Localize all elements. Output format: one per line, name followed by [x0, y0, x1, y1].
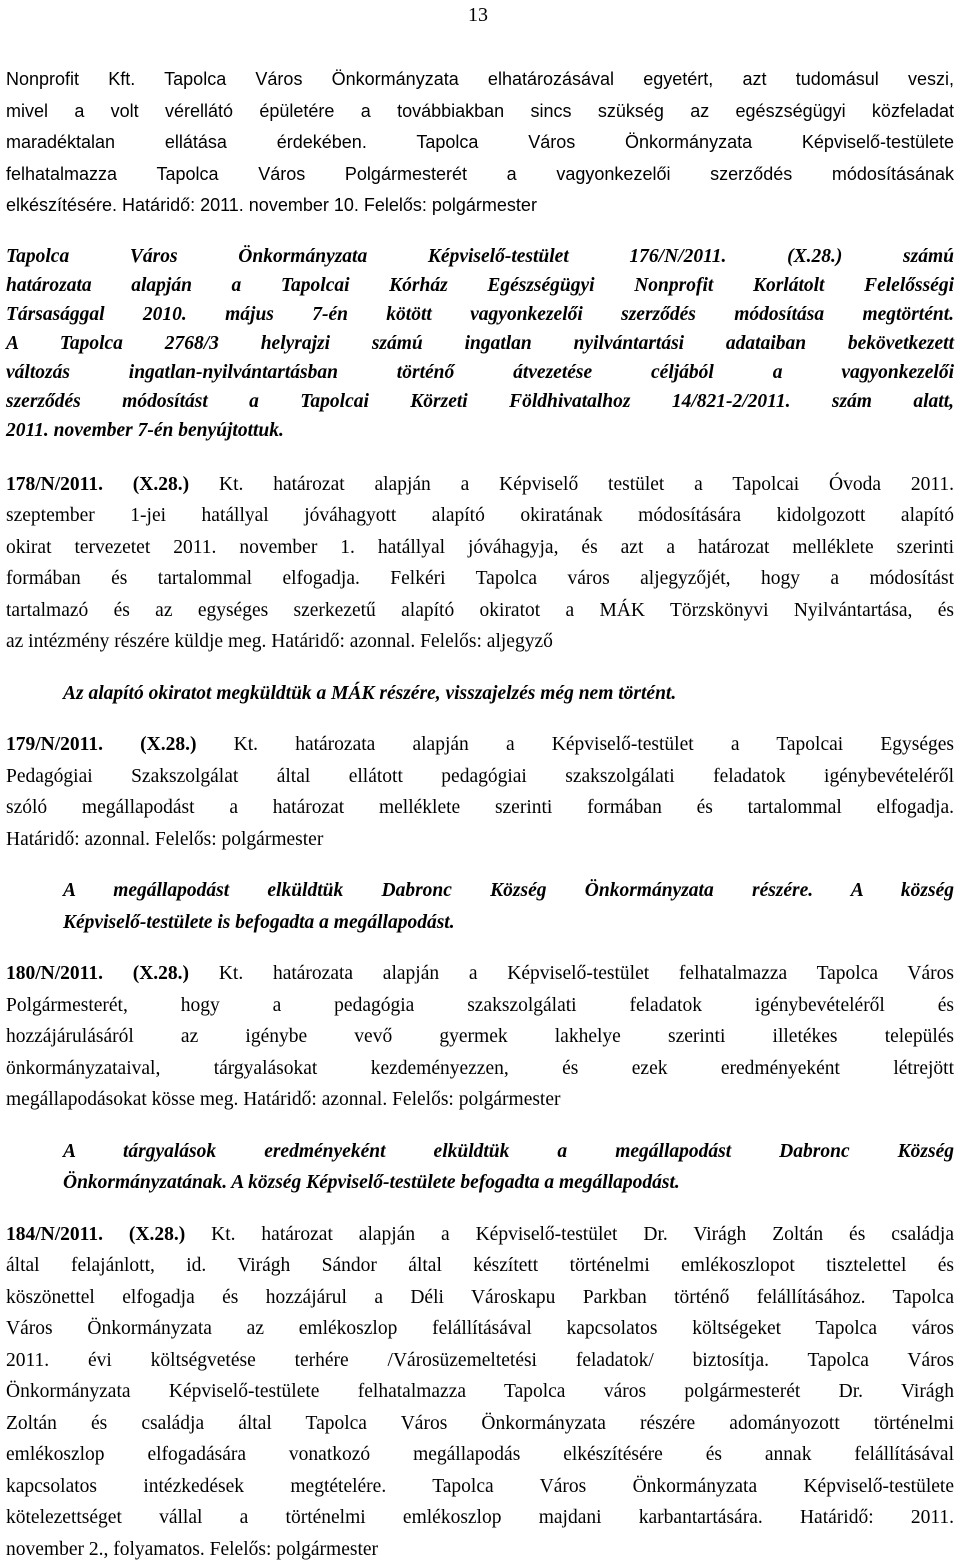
- text-line: köszönettel elfogadja és hozzájárul a Déli Városkapu Parkban történő felállításához. Tapolca: [6, 1282, 954, 1314]
- resolution-number: 178/N/2011. (X.28.): [6, 474, 189, 495]
- text-line: hozzájárulásáról az igénybe vevő gyermek lakhelye szerinti illetékes település: [6, 1021, 954, 1053]
- report-line: szerződés módosítást a Tapolcai Körzeti Földhivatalhoz 14/821-2/2011. szám alatt,: [6, 387, 954, 416]
- document-body: [6, 64, 954, 1565]
- resolution-number: 180/N/2011. (X.28.): [6, 963, 189, 984]
- text-line: szeptember 1-jei hatállyal jóváhagyott alapító okiratának módosítására kidolgozott alapító: [6, 500, 954, 532]
- text-line: [6, 1219, 954, 1251]
- text-line: Polgármesterét, hogy a pedagógia szakszolgálati feladatok igénybevételéről és: [6, 990, 954, 1022]
- text-line: tartalmazó és az egységes szerkezetű alapító okiratot a MÁK Törzskönyvi Nyilvántartása, és: [6, 595, 954, 627]
- text-line: [6, 469, 954, 501]
- resolution-number: 179/N/2011. (X.28.): [6, 734, 196, 755]
- text-line: emlékoszlop elfogadására vonatkozó megállapodás elkészítésére és annak felállításával: [6, 1439, 954, 1471]
- text-line: kapcsolatos intézkedések megtételére. Tapolca Város Önkormányzata Képviselő-testülete: [6, 1471, 954, 1503]
- text-line: 2011. évi költségvetése terhére /Városüzemeltetési feladatok/ biztosítja. Tapolca Város: [6, 1345, 954, 1377]
- resolution-180: [6, 958, 954, 1116]
- text-line: megállapodásokat kösse meg. Határidő: azonnal. Felelős: polgármester: [6, 1084, 954, 1116]
- report-179: [6, 875, 954, 938]
- report-180: [6, 1136, 954, 1199]
- text-line: által felajánlott, id. Virágh Sándor által készített történelmi emlékoszlopot tisztelettel és: [6, 1250, 954, 1282]
- report-line: A Tapolca 2768/3 helyrajzi számú ingatlan nyilvántartási adataiban bekövetkezett: [6, 329, 954, 358]
- text-line: kötelezettséget vállal a történelmi emlékoszlop majdani karbantartására. Határidő: 2011.: [6, 1502, 954, 1534]
- page-number: 13: [468, 4, 488, 27]
- report-line: 2011. november 7-én benyújtottuk.: [6, 416, 954, 445]
- text-line: mivel a volt vérellátó épületére a továbbiakban sincs szükség az egészségügyi közfeladat: [6, 96, 954, 128]
- text-line: Nonprofit Kft. Tapolca Város Önkormányzata elhatározásával egyetért, azt tudomásul veszi,: [6, 64, 954, 96]
- report-line: Képviselő-testülete is befogadta a megállapodást.: [63, 907, 954, 939]
- resolution-179: [6, 729, 954, 855]
- text-line: [6, 958, 954, 990]
- text-span: Kt. határozata alapján a Képviselő-testület felhatalmazza Tapolca Város: [219, 963, 954, 984]
- report-line: Tapolca Város Önkormányzata Képviselő-testület 176/N/2011. (X.28.) számú: [6, 242, 954, 271]
- text-line: maradéktalan ellátása érdekében. Tapolca Város Önkormányzata Képviselő-testülete: [6, 127, 954, 159]
- resolution-178: [6, 469, 954, 658]
- resolution-number: 184/N/2011. (X.28.): [6, 1224, 185, 1245]
- text-line: Határidő: azonnal. Felelős: polgármester: [6, 824, 954, 856]
- text-line: Város Önkormányzata az emlékoszlop felállításával kapcsolatos költségeket Tapolca város: [6, 1313, 954, 1345]
- text-line: formában és tartalommal elfogadja. Felkéri Tapolca város aljegyzőjét, hogy a módosítást: [6, 563, 954, 595]
- report-line: A tárgyalások eredményeként elküldtük a megállapodást Dabronc Község: [63, 1136, 954, 1168]
- text-line: Pedagógiai Szakszolgálat által ellátott pedagógiai szakszolgálati feladatok igénybevételéről: [6, 761, 954, 793]
- resolution-184: [6, 1219, 954, 1565]
- report-line: változás ingatlan-nyilvántartásban történő átvezetése céljából a vagyonkezelői: [6, 358, 954, 387]
- text-line: Önkormányzata Képviselő-testülete felhatalmazza Tapolca város polgármesterét Dr. Virágh: [6, 1376, 954, 1408]
- text-line: [6, 729, 954, 761]
- text-line: felhatalmazza Tapolca Város Polgármesterét a vagyonkezelői szerződés módosításának: [6, 159, 954, 191]
- text-line: elkészítésére. Határidő: 2011. november 10. Felelős: polgármester: [6, 190, 954, 222]
- text-line: Zoltán és családja által Tapolca Város Önkormányzata részére adományozott történelmi: [6, 1408, 954, 1440]
- intro-paragraph: [6, 64, 954, 222]
- report-line: A megállapodást elküldtük Dabronc Község Önkormányzata részére. A község: [63, 875, 954, 907]
- text-span: Kt. határozat alapján a Képviselő-testület Dr. Virágh Zoltán és családja: [211, 1224, 954, 1245]
- text-line: november 2., folyamatos. Felelős: polgármester: [6, 1534, 954, 1565]
- text-line: önkormányzataival, tárgyalásokat kezdeményezzen, és ezek eredményeként létrejött: [6, 1053, 954, 1085]
- text-line: az intézmény részére küldje meg. Határidő: azonnal. Felelős: aljegyző: [6, 626, 954, 658]
- report-line: Önkormányzatának. A község Képviselő-testülete befogadta a megállapodást.: [63, 1167, 954, 1199]
- report-178: Az alapító okiratot megküldtük a MÁK részére, visszajelzés még nem történt.: [63, 678, 954, 710]
- report-176: [6, 242, 954, 445]
- text-span: Kt. határozata alapján a Képviselő-testület a Tapolcai Egységes: [234, 734, 954, 755]
- report-line: Társasággal 2010. május 7-én kötött vagyonkezelői szerződés módosítása megtörtént.: [6, 300, 954, 329]
- text-line: szóló megállapodást a határozat melléklete szerinti formában és tartalommal elfogadja.: [6, 792, 954, 824]
- text-span: Kt. határozat alapján a Képviselő testület a Tapolcai Óvoda 2011.: [219, 474, 954, 495]
- text-line: okirat tervezetet 2011. november 1. hatállyal jóváhagyja, és azt a határozat melléklete szerinti: [6, 532, 954, 564]
- report-line: határozata alapján a Tapolcai Kórház Egészségügyi Nonprofit Korlátolt Felelősségi: [6, 271, 954, 300]
